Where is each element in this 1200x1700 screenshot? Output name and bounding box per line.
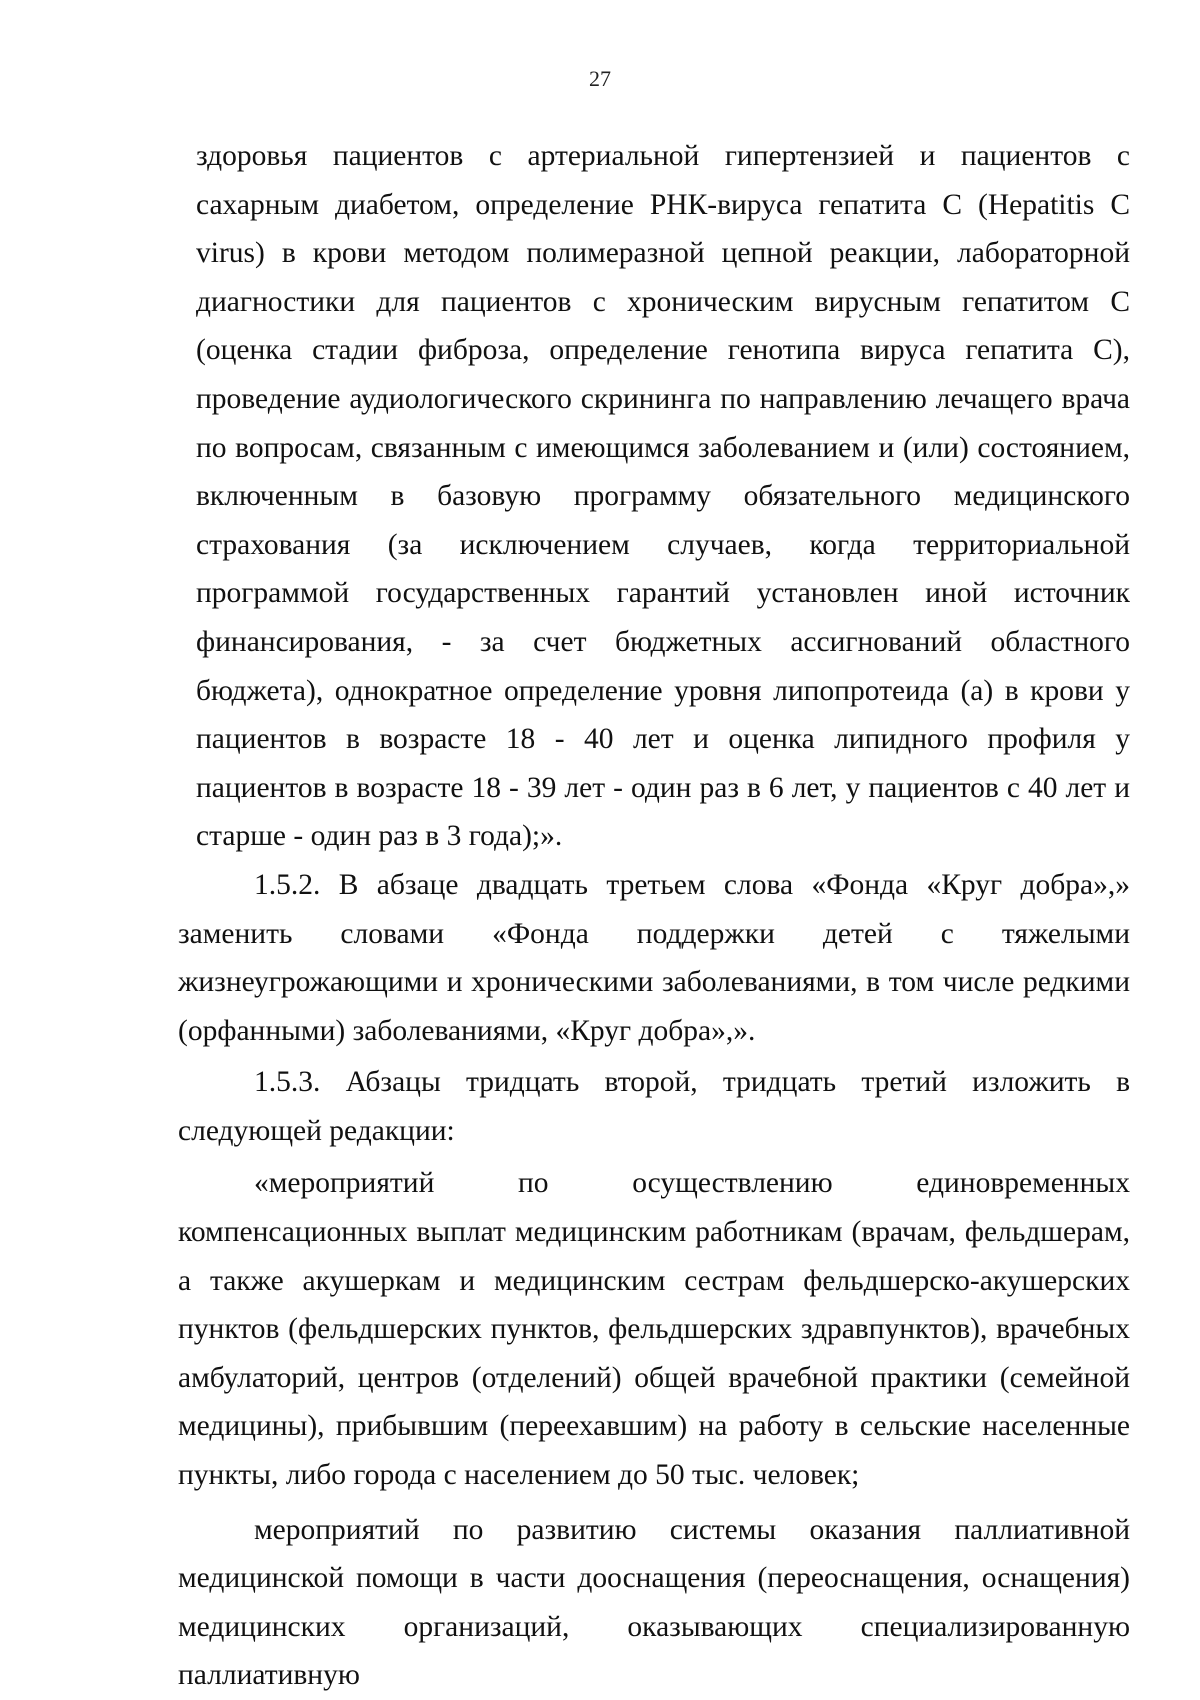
paragraph-continuation: здоровья пациентов с артериальной гипертензией и пациентов с сахарным диабетом, определение РНК-вируса гепатита С (Hepatitis С virus) в крови методом полимеразной цепной реакции, лабораторной диагностики для пациентов с хроническим вирусным гепатитом С (оценка стадии фиброза, определение генотипа вируса гепатита С), проведение аудиологического скрининга по направлению лечащего врача по вопросам, связанным с имеющимся заболеванием и (или) состоянием, включенным в базовую программу обязательного медицинского страхования (за исключением случаев, когда территориальной программой государственных гарантий установлен иной источник финансирования, - за счет бюджетных ассигнований областного бюджета), однократное определение уровня липопротеида (а) в крови у пациентов в возрасте 18 - 40 лет и оценка липидного профиля у пациентов в возрасте 18 - 39 лет - один раз в 6 лет, у пациентов с 40 лет и старше - один раз в 3 года);». <box>196 140 1130 853</box>
paragraph-palliative-care: мероприятий по развитию системы оказания паллиативной медицинской помощи в части дооснащения (переоснащения, оснащения) медицинских организаций, оказывающих специализированную паллиативную <box>178 1513 1130 1692</box>
paragraph-1-5-3: 1.5.3. Абзацы тридцать второй, тридцать третий изложить в следующей редакции: <box>178 1066 1130 1147</box>
paragraph-quoted-measures-compensation: «мероприятий по осуществлению единовременных компенсационных выплат медицинским работникам (врачам, фельдшерам, а также акушеркам и медицинским сестрам фельдшерско-акушерских пунктов (фельдшерских пунктов, фельдшерских здравпунктов), врачебных амбулаторий, центров (отделений) общей врачебной практики (семейной медицины), прибывшим (переехавшим) на работу в сельские населенные пункты, либо города с населением до 50 тыс. человек; <box>178 1167 1130 1492</box>
body-text <box>178 132 1130 1700</box>
paragraph-1-5-2: 1.5.2. В абзаце двадцать третьем слова «Фонда «Круг добра»,» заменить словами «Фонда поддержки детей с тяжелыми жизнеугрожающими и хроническими заболеваниями, в том числе редкими (орфанными) заболеваниями, «Круг добра»,». <box>178 868 1130 1047</box>
page-number: 27 <box>589 66 611 91</box>
